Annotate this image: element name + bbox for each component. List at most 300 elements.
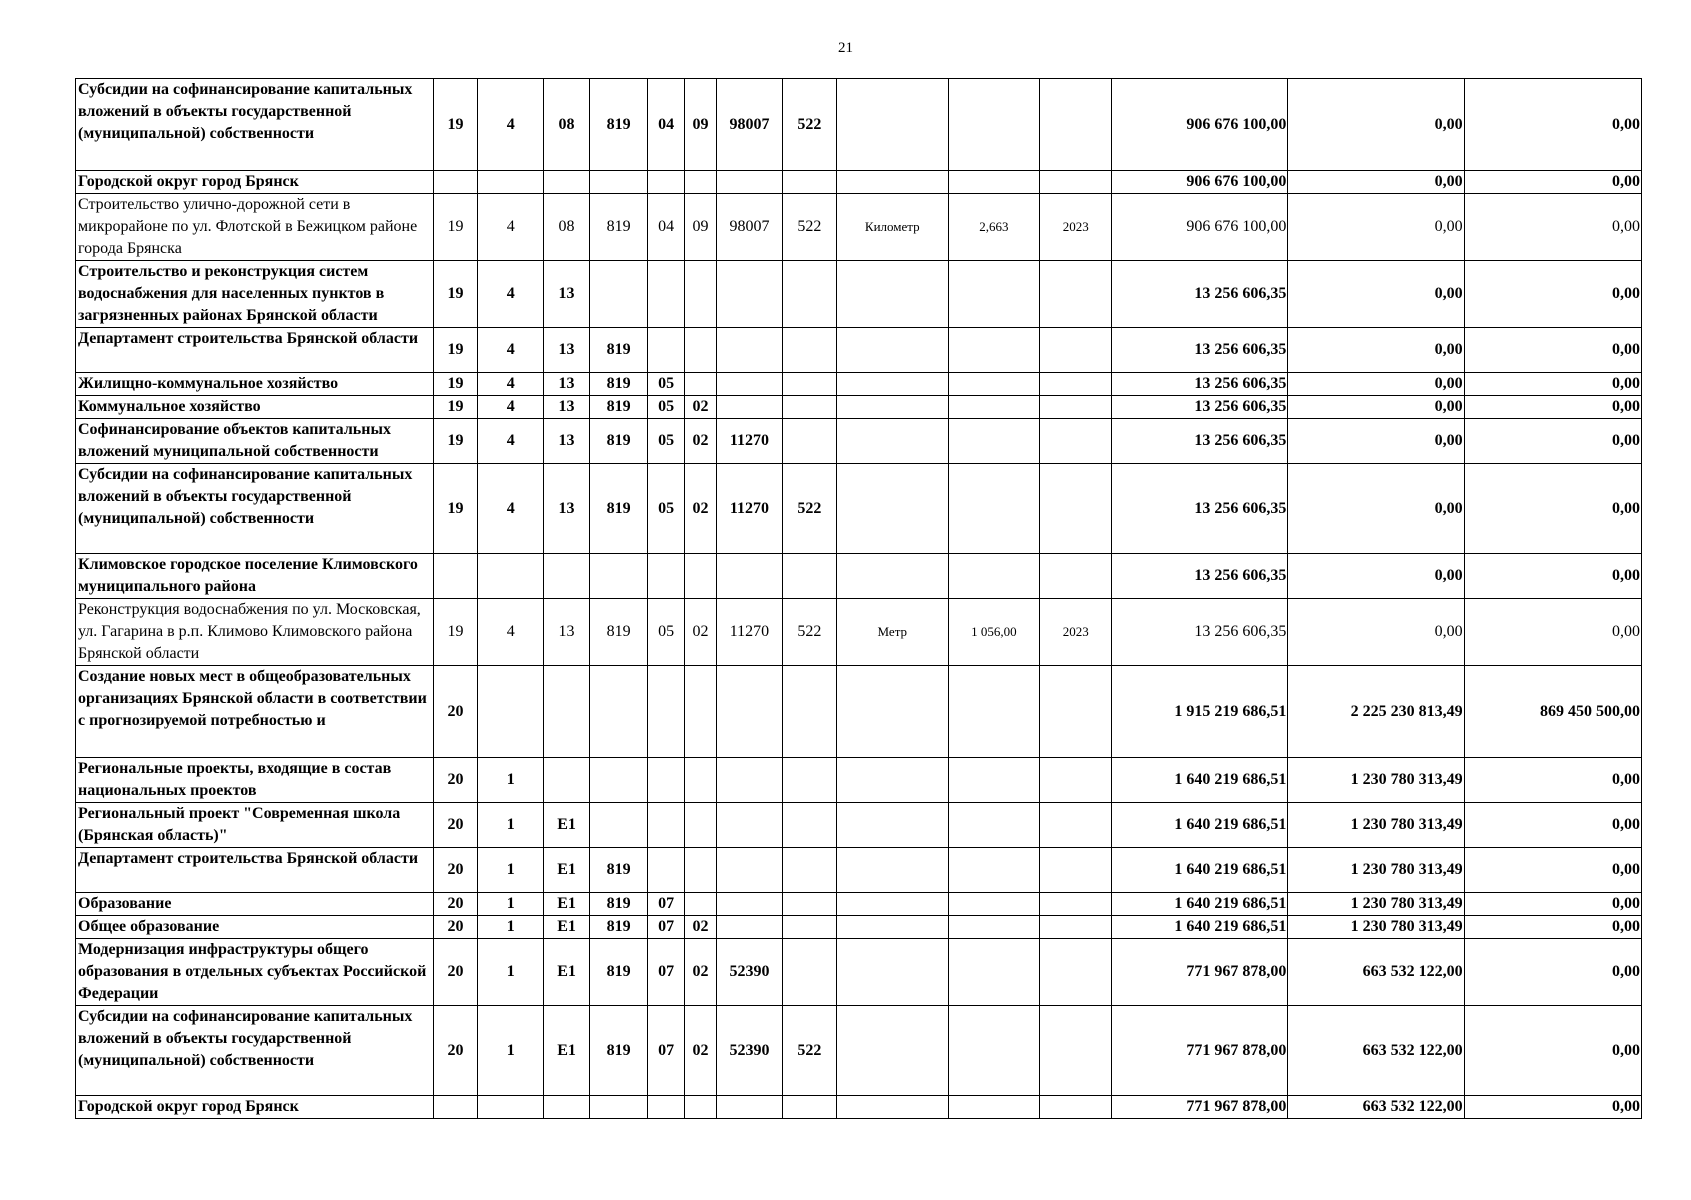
cell-grbs: 819 (589, 419, 647, 464)
cell-subprogram: 4 (478, 396, 544, 419)
cell-capacity (948, 554, 1040, 599)
cell-capacity (948, 848, 1040, 893)
cell-unit (837, 803, 949, 848)
cell-section: 05 (648, 396, 684, 419)
cell-unit: Метр (837, 599, 949, 666)
cell-amount-2024: 0,00 (1288, 419, 1464, 464)
cell-main-event: 13 (544, 464, 590, 554)
cell-target-article: 11270 (717, 599, 783, 666)
cell-capacity (948, 758, 1040, 803)
cell-name: Создание новых мест в общеобразовательных организациях Брянской области в соответствии с прогнозируемой потребностью и (76, 666, 434, 758)
cell-target-article: 11270 (717, 464, 783, 554)
cell-year (1040, 1096, 1112, 1119)
cell-amount-2024: 0,00 (1288, 599, 1464, 666)
cell-program: 19 (433, 373, 478, 396)
cell-subprogram: 4 (478, 328, 544, 373)
cell-program: 19 (433, 599, 478, 666)
cell-amount-2024: 0,00 (1288, 554, 1464, 599)
cell-amount-2024: 0,00 (1288, 464, 1464, 554)
cell-expense-type (782, 328, 836, 373)
table-row (76, 194, 1642, 261)
cell-amount-2023: 1 640 219 686,51 (1112, 916, 1288, 939)
cell-expense-type (782, 939, 836, 1006)
cell-main-event: 13 (544, 599, 590, 666)
cell-subsection: 02 (684, 464, 716, 554)
cell-program: 20 (433, 916, 478, 939)
cell-program: 19 (433, 194, 478, 261)
cell-unit (837, 939, 949, 1006)
cell-expense-type (782, 666, 836, 758)
cell-capacity (948, 464, 1040, 554)
cell-section (648, 803, 684, 848)
cell-subprogram (478, 171, 544, 194)
cell-program: 19 (433, 419, 478, 464)
cell-subprogram: 1 (478, 893, 544, 916)
cell-amount-2023: 906 676 100,00 (1112, 171, 1288, 194)
cell-expense-type (782, 373, 836, 396)
cell-subprogram: 1 (478, 939, 544, 1006)
cell-program (433, 1096, 478, 1119)
cell-amount-2024: 663 532 122,00 (1288, 1096, 1464, 1119)
cell-grbs: 819 (589, 893, 647, 916)
cell-year (1040, 328, 1112, 373)
cell-year (1040, 79, 1112, 171)
cell-name: Субсидии на софинансирование капитальных вложений в объекты государственной (муниципальной) собственности (76, 1006, 434, 1096)
cell-subprogram: 1 (478, 758, 544, 803)
cell-subsection: 02 (684, 916, 716, 939)
cell-name: Строительство и реконструкция систем водоснабжения для населенных пунктов в загрязненных районах Брянской области (76, 261, 434, 328)
cell-main-event (544, 666, 590, 758)
cell-grbs: 819 (589, 599, 647, 666)
cell-subsection (684, 803, 716, 848)
cell-name: Региональный проект "Современная школа (Брянская область)" (76, 803, 434, 848)
cell-grbs: 819 (589, 79, 647, 171)
cell-year (1040, 916, 1112, 939)
cell-amount-2024: 1 230 780 313,49 (1288, 758, 1464, 803)
cell-subsection: 09 (684, 79, 716, 171)
table-row (76, 396, 1642, 419)
cell-target-article (717, 373, 783, 396)
cell-amount-2023: 13 256 606,35 (1112, 599, 1288, 666)
cell-unit (837, 328, 949, 373)
cell-unit (837, 916, 949, 939)
cell-capacity: 1 056,00 (948, 599, 1040, 666)
cell-grbs (589, 261, 647, 328)
table-row (76, 419, 1642, 464)
cell-target-article (717, 848, 783, 893)
cell-grbs: 819 (589, 396, 647, 419)
cell-section: 05 (648, 464, 684, 554)
cell-grbs (589, 1096, 647, 1119)
cell-amount-2025: 0,00 (1464, 848, 1641, 893)
cell-program: 19 (433, 328, 478, 373)
cell-capacity (948, 893, 1040, 916)
cell-main-event: 13 (544, 328, 590, 373)
table-row (76, 554, 1642, 599)
cell-capacity (948, 373, 1040, 396)
cell-capacity: 2,663 (948, 194, 1040, 261)
cell-name: Софинансирование объектов капитальных вложений муниципальной собственности (76, 419, 434, 464)
cell-amount-2025: 0,00 (1464, 171, 1641, 194)
cell-grbs: 819 (589, 464, 647, 554)
cell-program: 20 (433, 803, 478, 848)
cell-subsection (684, 758, 716, 803)
cell-target-article: 52390 (717, 1006, 783, 1096)
cell-target-article: 11270 (717, 419, 783, 464)
cell-amount-2023: 13 256 606,35 (1112, 396, 1288, 419)
cell-main-event: 08 (544, 194, 590, 261)
table-row (76, 893, 1642, 916)
cell-expense-type (782, 803, 836, 848)
cell-target-article (717, 396, 783, 419)
cell-expense-type (782, 916, 836, 939)
cell-main-event: 08 (544, 79, 590, 171)
cell-main-event: E1 (544, 893, 590, 916)
cell-name: Реконструкция водоснабжения по ул. Московская, ул. Гагарина в р.п. Климово Климовского района Брянской области (76, 599, 434, 666)
cell-subsection (684, 328, 716, 373)
cell-amount-2024: 1 230 780 313,49 (1288, 893, 1464, 916)
cell-year (1040, 419, 1112, 464)
table-row (76, 803, 1642, 848)
cell-capacity (948, 419, 1040, 464)
cell-amount-2023: 1 640 219 686,51 (1112, 803, 1288, 848)
cell-year (1040, 939, 1112, 1006)
cell-main-event (544, 758, 590, 803)
cell-name: Департамент строительства Брянской области (76, 848, 434, 893)
cell-main-event (544, 171, 590, 194)
cell-target-article (717, 554, 783, 599)
cell-amount-2023: 771 967 878,00 (1112, 939, 1288, 1006)
cell-subsection: 02 (684, 419, 716, 464)
cell-name: Модернизация инфраструктуры общего образования в отдельных субъектах Российской Федерации (76, 939, 434, 1006)
cell-unit (837, 1006, 949, 1096)
cell-subsection (684, 554, 716, 599)
cell-subprogram: 1 (478, 803, 544, 848)
cell-main-event: E1 (544, 939, 590, 1006)
cell-year (1040, 893, 1112, 916)
cell-section (648, 666, 684, 758)
cell-expense-type: 522 (782, 464, 836, 554)
cell-program (433, 171, 478, 194)
cell-amount-2025: 0,00 (1464, 893, 1641, 916)
cell-year: 2023 (1040, 194, 1112, 261)
cell-amount-2024: 0,00 (1288, 261, 1464, 328)
cell-expense-type (782, 848, 836, 893)
cell-section (648, 328, 684, 373)
cell-amount-2023: 906 676 100,00 (1112, 79, 1288, 171)
cell-program: 20 (433, 758, 478, 803)
cell-year (1040, 396, 1112, 419)
cell-unit (837, 848, 949, 893)
cell-capacity (948, 171, 1040, 194)
cell-program: 20 (433, 939, 478, 1006)
cell-amount-2024: 0,00 (1288, 79, 1464, 171)
cell-program: 20 (433, 848, 478, 893)
table-row (76, 1096, 1642, 1119)
cell-name: Жилищно-коммунальное хозяйство (76, 373, 434, 396)
cell-name: Климовское городское поселение Климовского муниципального района (76, 554, 434, 599)
cell-name: Субсидии на софинансирование капитальных вложений в объекты государственной (муниципальной) собственности (76, 79, 434, 171)
cell-amount-2023: 1 640 219 686,51 (1112, 848, 1288, 893)
table-row (76, 939, 1642, 1006)
cell-amount-2025: 0,00 (1464, 758, 1641, 803)
cell-target-article (717, 916, 783, 939)
cell-expense-type (782, 554, 836, 599)
cell-amount-2023: 906 676 100,00 (1112, 194, 1288, 261)
cell-amount-2025: 0,00 (1464, 79, 1641, 171)
table-row (76, 79, 1642, 171)
cell-program: 20 (433, 1006, 478, 1096)
cell-subprogram: 1 (478, 1006, 544, 1096)
cell-amount-2024: 663 532 122,00 (1288, 1006, 1464, 1096)
cell-subprogram: 4 (478, 599, 544, 666)
cell-expense-type (782, 171, 836, 194)
cell-unit (837, 419, 949, 464)
cell-expense-type: 522 (782, 599, 836, 666)
cell-subprogram: 4 (478, 419, 544, 464)
cell-target-article (717, 803, 783, 848)
cell-main-event: 13 (544, 373, 590, 396)
cell-subprogram: 4 (478, 464, 544, 554)
cell-name: Строительство улично-дорожной сети в микрорайоне по ул. Флотской в Бежицком районе города Брянска (76, 194, 434, 261)
cell-section (648, 1096, 684, 1119)
cell-target-article: 98007 (717, 194, 783, 261)
cell-year (1040, 171, 1112, 194)
cell-subsection (684, 893, 716, 916)
cell-subsection: 02 (684, 1006, 716, 1096)
cell-name: Городской округ город Брянск (76, 1096, 434, 1119)
cell-amount-2023: 1 640 219 686,51 (1112, 758, 1288, 803)
cell-section: 05 (648, 373, 684, 396)
cell-capacity (948, 79, 1040, 171)
cell-target-article: 52390 (717, 939, 783, 1006)
cell-subprogram (478, 1096, 544, 1119)
cell-unit (837, 893, 949, 916)
table-row (76, 171, 1642, 194)
table-row (76, 848, 1642, 893)
cell-year (1040, 803, 1112, 848)
cell-capacity (948, 916, 1040, 939)
table-row (76, 261, 1642, 328)
cell-amount-2024: 0,00 (1288, 194, 1464, 261)
cell-expense-type: 522 (782, 194, 836, 261)
cell-amount-2023: 771 967 878,00 (1112, 1096, 1288, 1119)
cell-capacity (948, 1006, 1040, 1096)
cell-capacity (948, 803, 1040, 848)
cell-expense-type (782, 893, 836, 916)
cell-amount-2025: 0,00 (1464, 373, 1641, 396)
cell-amount-2023: 1 640 219 686,51 (1112, 893, 1288, 916)
cell-unit (837, 79, 949, 171)
cell-main-event (544, 1096, 590, 1119)
cell-grbs: 819 (589, 916, 647, 939)
cell-grbs: 819 (589, 848, 647, 893)
cell-grbs: 819 (589, 939, 647, 1006)
cell-name: Образование (76, 893, 434, 916)
cell-target-article (717, 171, 783, 194)
table-row (76, 666, 1642, 758)
cell-amount-2025: 0,00 (1464, 194, 1641, 261)
cell-year (1040, 666, 1112, 758)
cell-name: Субсидии на софинансирование капитальных вложений в объекты государственной (муниципальной) собственности (76, 464, 434, 554)
cell-grbs (589, 171, 647, 194)
cell-amount-2025: 0,00 (1464, 396, 1641, 419)
cell-year (1040, 554, 1112, 599)
cell-unit (837, 666, 949, 758)
cell-unit (837, 554, 949, 599)
cell-subsection (684, 666, 716, 758)
cell-amount-2023: 13 256 606,35 (1112, 261, 1288, 328)
cell-program: 20 (433, 666, 478, 758)
cell-expense-type (782, 758, 836, 803)
cell-grbs (589, 758, 647, 803)
cell-amount-2025: 0,00 (1464, 1096, 1641, 1119)
cell-name: Городской округ город Брянск (76, 171, 434, 194)
cell-amount-2025: 0,00 (1464, 554, 1641, 599)
cell-year: 2023 (1040, 599, 1112, 666)
cell-section (648, 171, 684, 194)
cell-amount-2025: 0,00 (1464, 419, 1641, 464)
cell-target-article (717, 758, 783, 803)
cell-year (1040, 848, 1112, 893)
cell-section (648, 261, 684, 328)
cell-grbs (589, 554, 647, 599)
cell-target-article (717, 328, 783, 373)
cell-grbs (589, 803, 647, 848)
cell-name: Коммунальное хозяйство (76, 396, 434, 419)
cell-unit: Километр (837, 194, 949, 261)
cell-subprogram: 1 (478, 916, 544, 939)
cell-amount-2024: 1 230 780 313,49 (1288, 848, 1464, 893)
table-row (76, 373, 1642, 396)
table-row (76, 464, 1642, 554)
cell-target-article: 98007 (717, 79, 783, 171)
cell-amount-2024: 663 532 122,00 (1288, 939, 1464, 1006)
cell-unit (837, 1096, 949, 1119)
cell-expense-type (782, 1096, 836, 1119)
cell-amount-2023: 771 967 878,00 (1112, 1006, 1288, 1096)
cell-grbs: 819 (589, 328, 647, 373)
cell-amount-2024: 1 230 780 313,49 (1288, 916, 1464, 939)
cell-amount-2025: 0,00 (1464, 599, 1641, 666)
cell-amount-2024: 2 225 230 813,49 (1288, 666, 1464, 758)
cell-program (433, 554, 478, 599)
cell-amount-2023: 13 256 606,35 (1112, 464, 1288, 554)
cell-section (648, 758, 684, 803)
cell-expense-type (782, 261, 836, 328)
cell-section (648, 554, 684, 599)
cell-main-event (544, 554, 590, 599)
cell-target-article (717, 666, 783, 758)
cell-capacity (948, 396, 1040, 419)
cell-capacity (948, 328, 1040, 373)
cell-unit (837, 373, 949, 396)
cell-main-event: 13 (544, 261, 590, 328)
table-row (76, 328, 1642, 373)
cell-main-event: E1 (544, 916, 590, 939)
table-row (76, 599, 1642, 666)
cell-year (1040, 1006, 1112, 1096)
cell-name: Общее образование (76, 916, 434, 939)
cell-expense-type: 522 (782, 79, 836, 171)
cell-expense-type (782, 396, 836, 419)
cell-subprogram: 4 (478, 261, 544, 328)
cell-main-event: 13 (544, 396, 590, 419)
table-row (76, 1006, 1642, 1096)
cell-unit (837, 464, 949, 554)
cell-section: 05 (648, 419, 684, 464)
cell-unit (837, 396, 949, 419)
cell-subsection: 02 (684, 599, 716, 666)
cell-subsection (684, 261, 716, 328)
budget-table (75, 78, 1642, 1119)
cell-main-event: E1 (544, 1006, 590, 1096)
cell-section: 07 (648, 916, 684, 939)
cell-subsection (684, 1096, 716, 1119)
page-number: 21 (838, 40, 853, 56)
cell-name: Департамент строительства Брянской области (76, 328, 434, 373)
cell-target-article (717, 893, 783, 916)
cell-target-article (717, 1096, 783, 1119)
cell-program: 19 (433, 79, 478, 171)
cell-amount-2023: 13 256 606,35 (1112, 554, 1288, 599)
cell-section: 04 (648, 194, 684, 261)
cell-subprogram: 4 (478, 79, 544, 171)
cell-capacity (948, 1096, 1040, 1119)
cell-grbs: 819 (589, 194, 647, 261)
cell-year (1040, 261, 1112, 328)
cell-grbs: 819 (589, 1006, 647, 1096)
cell-subsection: 02 (684, 396, 716, 419)
cell-section: 05 (648, 599, 684, 666)
cell-main-event: E1 (544, 803, 590, 848)
cell-amount-2025: 0,00 (1464, 803, 1641, 848)
table-row (76, 916, 1642, 939)
cell-amount-2025: 0,00 (1464, 916, 1641, 939)
cell-amount-2025: 0,00 (1464, 1006, 1641, 1096)
cell-year (1040, 373, 1112, 396)
cell-capacity (948, 939, 1040, 1006)
cell-section: 07 (648, 893, 684, 916)
cell-amount-2025: 0,00 (1464, 939, 1641, 1006)
cell-section: 04 (648, 79, 684, 171)
cell-amount-2023: 13 256 606,35 (1112, 373, 1288, 396)
cell-subprogram: 4 (478, 194, 544, 261)
cell-main-event: E1 (544, 848, 590, 893)
cell-subprogram (478, 554, 544, 599)
cell-capacity (948, 666, 1040, 758)
cell-amount-2025: 0,00 (1464, 261, 1641, 328)
cell-section: 07 (648, 939, 684, 1006)
cell-amount-2024: 0,00 (1288, 373, 1464, 396)
cell-section (648, 848, 684, 893)
cell-program: 20 (433, 893, 478, 916)
cell-program: 19 (433, 396, 478, 419)
cell-amount-2025: 0,00 (1464, 328, 1641, 373)
cell-amount-2024: 1 230 780 313,49 (1288, 803, 1464, 848)
cell-name: Региональные проекты, входящие в состав национальных проектов (76, 758, 434, 803)
cell-unit (837, 758, 949, 803)
cell-amount-2023: 13 256 606,35 (1112, 328, 1288, 373)
cell-subprogram: 4 (478, 373, 544, 396)
cell-program: 19 (433, 464, 478, 554)
cell-year (1040, 464, 1112, 554)
cell-grbs: 819 (589, 373, 647, 396)
cell-amount-2025: 0,00 (1464, 464, 1641, 554)
cell-expense-type: 522 (782, 1006, 836, 1096)
table-row (76, 758, 1642, 803)
cell-subsection: 02 (684, 939, 716, 1006)
